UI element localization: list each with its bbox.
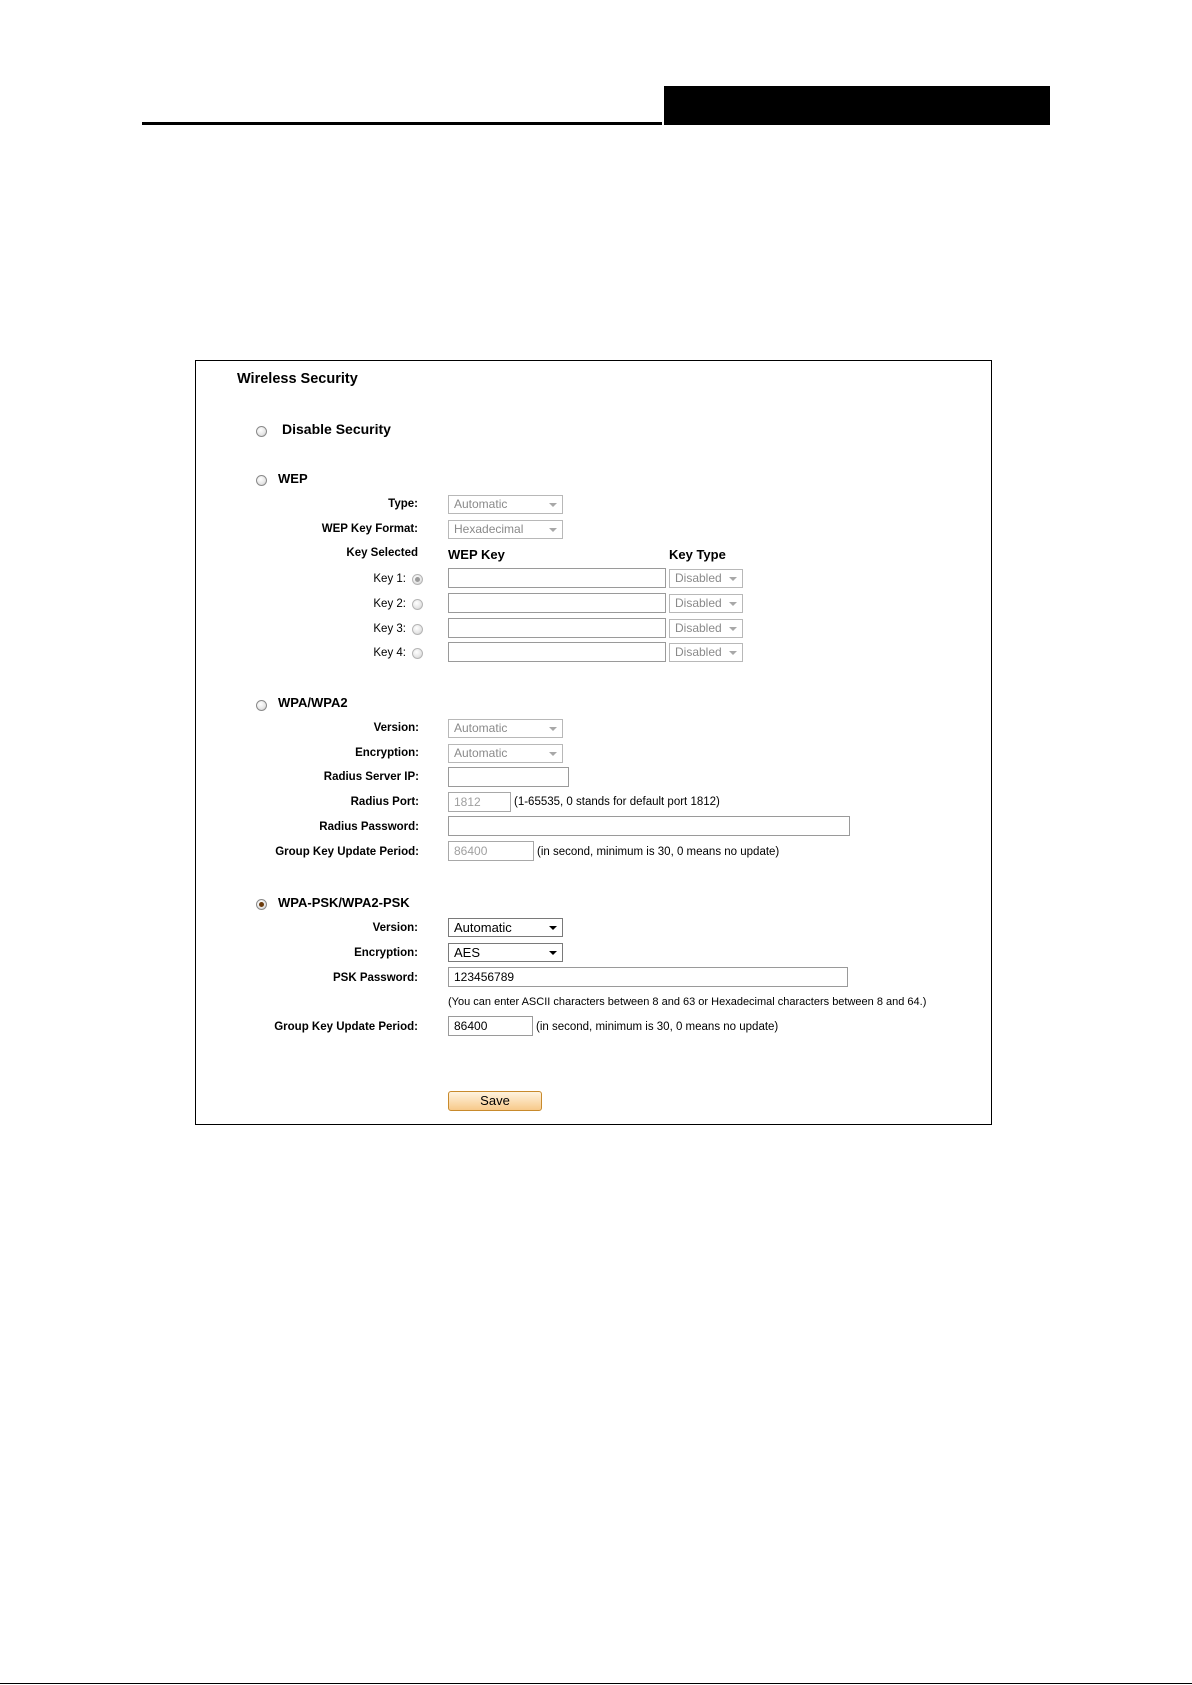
- wep-type-value: Automatic: [454, 497, 508, 511]
- psk-version-label: Version:: [372, 922, 418, 934]
- radius-ip-label: Radius Server IP:: [323, 771, 419, 783]
- psk-radio[interactable]: [256, 899, 267, 910]
- wpa-radio[interactable]: [256, 700, 267, 711]
- chevron-down-icon: [729, 602, 737, 606]
- psk-group-key-note: (in second, minimum is 30, 0 means no update): [536, 1021, 779, 1033]
- psk-group-key-input[interactable]: 86400: [448, 1016, 533, 1036]
- key-3-label: Key 3:: [373, 623, 406, 635]
- key-4-input[interactable]: [448, 642, 666, 662]
- wep-key-format-value: Hexadecimal: [454, 522, 524, 536]
- page-title: Wireless Security: [237, 371, 358, 387]
- chevron-down-icon: [549, 951, 557, 955]
- wpa-group-key-note: (in second, minimum is 30, 0 means no update): [537, 846, 780, 858]
- chevron-down-icon: [729, 577, 737, 581]
- wireless-security-panel: [195, 360, 992, 1125]
- disable-security-label: Disable Security: [282, 421, 391, 437]
- key-1-radio[interactable]: [412, 574, 423, 585]
- save-button[interactable]: Save: [448, 1091, 542, 1111]
- psk-password-note: (You can enter ASCII characters between 8 and 63 or Hexadecimal characters between 8 and 64.): [448, 996, 927, 1008]
- radius-password-input[interactable]: [448, 816, 850, 836]
- wep-key-header: WEP Key: [448, 547, 505, 562]
- wep-key-format-select[interactable]: [448, 520, 563, 539]
- wep-key-format-label: WEP Key Format:: [321, 523, 418, 535]
- key-selected-header: Key Selected: [346, 547, 418, 559]
- psk-version-select[interactable]: [448, 918, 563, 937]
- chevron-down-icon: [549, 752, 557, 756]
- chevron-down-icon: [729, 651, 737, 655]
- psk-group-key-label: Group Key Update Period:: [274, 1021, 418, 1033]
- key-2-radio[interactable]: [412, 599, 423, 610]
- psk-password-input[interactable]: 123456789: [448, 967, 848, 987]
- wep-type-select[interactable]: [448, 495, 563, 514]
- chevron-down-icon: [549, 528, 557, 532]
- chevron-down-icon: [549, 727, 557, 731]
- wpa-version-label: Version:: [373, 722, 419, 734]
- key-3-type-select[interactable]: [669, 619, 743, 638]
- radius-port-input[interactable]: 1812: [448, 792, 511, 812]
- psk-encryption-label: Encryption:: [354, 947, 418, 959]
- chevron-down-icon: [549, 503, 557, 507]
- key-1-type-select[interactable]: [669, 569, 743, 588]
- key-2-label: Key 2:: [373, 598, 406, 610]
- footer-rule: [0, 1683, 1192, 1684]
- chevron-down-icon: [549, 926, 557, 930]
- disable-security-radio[interactable]: [256, 426, 267, 437]
- psk-encryption-value: AES: [454, 945, 481, 960]
- wpa-group-key-input[interactable]: 86400: [448, 841, 534, 861]
- chevron-down-icon: [729, 627, 737, 631]
- key-2-input[interactable]: [448, 593, 666, 613]
- radius-ip-input[interactable]: [448, 767, 569, 787]
- radius-port-note: (1-65535, 0 stands for default port 1812): [514, 796, 720, 808]
- wpa-version-value: Automatic: [454, 721, 508, 735]
- key-3-input[interactable]: [448, 618, 666, 638]
- psk-label: WPA-PSK/WPA2-PSK: [278, 895, 410, 910]
- psk-version-value: Automatic: [454, 920, 512, 935]
- key-type-header: Key Type: [669, 547, 726, 562]
- key-1-label: Key 1:: [373, 573, 406, 585]
- key-4-type-select[interactable]: [669, 643, 743, 662]
- key-1-input[interactable]: [448, 568, 666, 588]
- key-4-radio[interactable]: [412, 648, 423, 659]
- radius-password-label: Radius Password:: [319, 821, 419, 833]
- key-4-label: Key 4:: [373, 647, 406, 659]
- key-3-type-value: Disabled: [675, 621, 722, 635]
- wep-radio[interactable]: [256, 475, 267, 486]
- header-rule: [142, 122, 662, 125]
- psk-encryption-select[interactable]: [448, 943, 563, 962]
- key-1-type-value: Disabled: [675, 571, 722, 585]
- key-4-type-value: Disabled: [675, 645, 722, 659]
- key-2-type-value: Disabled: [675, 596, 722, 610]
- wpa-encryption-value: Automatic: [454, 746, 508, 760]
- wpa-group-key-label: Group Key Update Period:: [275, 846, 419, 858]
- wpa-encryption-label: Encryption:: [355, 747, 419, 759]
- header-block: [664, 86, 1050, 125]
- wpa-version-select[interactable]: [448, 719, 563, 738]
- key-3-radio[interactable]: [412, 624, 423, 635]
- wep-type-label: Type:: [388, 498, 418, 510]
- key-2-type-select[interactable]: [669, 594, 743, 613]
- wpa-encryption-select[interactable]: [448, 744, 563, 763]
- wpa-label: WPA/WPA2: [278, 695, 348, 710]
- psk-password-label: PSK Password:: [333, 972, 418, 984]
- wep-label: WEP: [278, 471, 308, 486]
- radius-port-label: Radius Port:: [350, 796, 419, 808]
